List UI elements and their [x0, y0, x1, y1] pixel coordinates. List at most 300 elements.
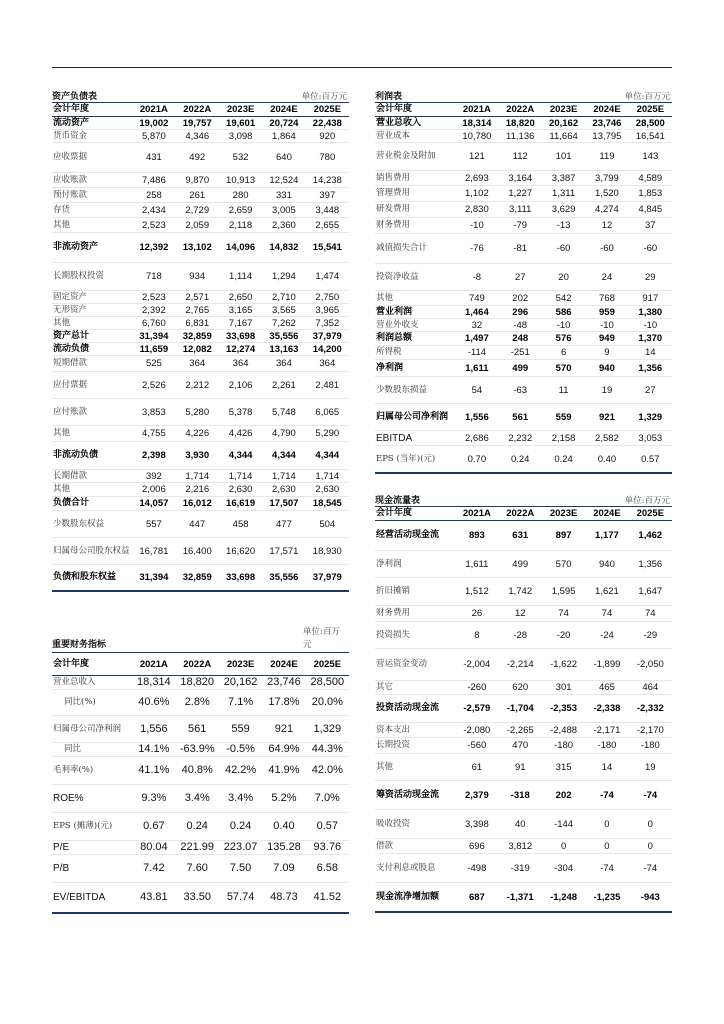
table-row — [52, 841, 349, 855]
table-row — [52, 426, 349, 442]
row-value: 24 — [585, 264, 628, 291]
table-row — [375, 723, 672, 738]
row-value: 2,582 — [585, 431, 628, 446]
row-value: 504 — [306, 511, 349, 538]
row-value: 940 — [585, 551, 628, 578]
row-value: -10 — [629, 319, 672, 332]
row-value: 0.57 — [629, 446, 672, 474]
column-header-year: 2022A — [499, 507, 542, 521]
row-value: 315 — [542, 754, 585, 781]
row-value: 4,344 — [219, 442, 262, 470]
row-value: 1,595 — [542, 578, 585, 606]
row-value: 331 — [262, 188, 305, 203]
row-value: 940 — [585, 360, 628, 377]
row-value: 57.74 — [219, 883, 262, 914]
row-value: 620 — [499, 681, 542, 695]
row-value: 4,755 — [132, 426, 175, 442]
table-row — [375, 117, 672, 130]
row-value: 525 — [132, 356, 175, 372]
row-value: 2,481 — [306, 372, 349, 399]
row-label: 营业总收入 — [52, 676, 132, 690]
table-row — [52, 716, 349, 743]
row-value: -1,248 — [542, 883, 585, 913]
row-value: 296 — [499, 306, 542, 319]
column-header-label: 会计年度 — [375, 507, 455, 521]
row-value: -74 — [585, 781, 628, 810]
table-row — [375, 186, 672, 202]
row-label: 净利润 — [375, 551, 455, 578]
row-value: 32,859 — [176, 565, 219, 592]
column-header-year: 2022A — [499, 103, 542, 117]
cashflow-unit: 单位:百万元 — [624, 496, 670, 506]
row-label: 所得税 — [375, 346, 455, 360]
table-row — [375, 143, 672, 171]
row-value: 1,556 — [132, 716, 175, 743]
row-value: 7,486 — [132, 173, 175, 188]
row-value: 35,556 — [262, 330, 305, 343]
table-row — [375, 202, 672, 218]
table-row — [52, 117, 349, 130]
row-value: 9,870 — [176, 173, 219, 188]
row-value: -2,488 — [542, 723, 585, 738]
row-value: -10 — [585, 319, 628, 332]
column-header-year: 2022A — [176, 653, 219, 676]
row-value: 0.24 — [176, 813, 219, 841]
row-value: 80.04 — [132, 841, 175, 855]
income-statement-title-row — [375, 90, 672, 103]
row-value: 3,448 — [306, 203, 349, 218]
balance-sheet-title: 资产负债表 — [52, 92, 98, 102]
cashflow-title: 现金流量表 — [375, 496, 421, 506]
column-header-year: 2025E — [629, 103, 672, 117]
row-value: 1,714 — [306, 470, 349, 483]
key-ratios-title-row — [52, 624, 349, 653]
row-value: 5,290 — [306, 426, 349, 442]
income-statement-unit: 单位:百万元 — [624, 92, 670, 102]
row-value: -1,899 — [585, 649, 628, 681]
key-ratios-table — [52, 653, 349, 914]
row-value: 1,611 — [455, 360, 498, 377]
balance-sheet — [52, 90, 349, 592]
row-value: 921 — [262, 716, 305, 743]
row-value: 2,830 — [455, 202, 498, 218]
row-value: 0.40 — [262, 813, 305, 841]
row-value: -8 — [455, 264, 498, 291]
row-value: 248 — [499, 332, 542, 346]
row-value: 16,400 — [176, 538, 219, 565]
balance-sheet-title-row — [52, 90, 349, 103]
row-value: 6 — [542, 346, 585, 360]
row-value: 54 — [455, 377, 498, 404]
row-value: -24 — [585, 622, 628, 649]
row-value: 1,474 — [306, 263, 349, 291]
table-row — [375, 606, 672, 622]
row-value: 112 — [499, 143, 542, 171]
row-value: 20,162 — [542, 117, 585, 130]
row-value: 44.3% — [306, 743, 349, 757]
table-row — [52, 203, 349, 218]
row-value: 447 — [176, 511, 219, 538]
row-value: 18,314 — [455, 117, 498, 130]
row-value: 1,114 — [219, 263, 262, 291]
table-row — [52, 743, 349, 757]
table-row — [52, 188, 349, 203]
row-label: 资本支出 — [375, 723, 455, 738]
row-value: 1,864 — [262, 130, 305, 143]
row-value: -1,704 — [499, 695, 542, 723]
row-label: 财务费用 — [375, 218, 455, 234]
row-value: 14 — [629, 346, 672, 360]
row-label: EPS (摊薄)(元) — [52, 813, 132, 841]
table-row — [52, 291, 349, 304]
row-value: 4,344 — [262, 442, 305, 470]
row-value: 0.24 — [499, 446, 542, 474]
row-value: 31,394 — [132, 565, 175, 592]
row-value: 2,523 — [132, 291, 175, 304]
row-value: 61 — [455, 754, 498, 781]
row-value: 458 — [219, 511, 262, 538]
row-value: 5,378 — [219, 399, 262, 426]
row-value: 13,102 — [176, 233, 219, 263]
table-row — [52, 813, 349, 841]
row-value: 2,630 — [306, 483, 349, 497]
table-row — [52, 317, 349, 330]
row-value: 4,274 — [585, 202, 628, 218]
row-value: 202 — [499, 291, 542, 306]
row-label: 非流动资产 — [52, 233, 132, 263]
row-value: 74 — [542, 606, 585, 622]
row-value: 557 — [132, 511, 175, 538]
row-value: 10,913 — [219, 173, 262, 188]
row-value: 10,780 — [455, 130, 498, 143]
row-value: 18,314 — [132, 676, 175, 690]
row-value: 0.57 — [306, 813, 349, 841]
row-value: 29 — [629, 264, 672, 291]
row-label: 同比(%) — [52, 690, 132, 716]
row-value: 1,311 — [542, 186, 585, 202]
table-row — [52, 676, 349, 690]
row-value: 696 — [455, 839, 498, 854]
row-value: 37 — [629, 218, 672, 234]
row-label: 长期借款 — [52, 470, 132, 483]
row-value: 74 — [629, 606, 672, 622]
row-label: 吸收投资 — [375, 810, 455, 839]
table-row — [52, 173, 349, 188]
row-label: 存货 — [52, 203, 132, 218]
row-value: 3,165 — [219, 304, 262, 317]
column-header-year: 2024E — [262, 103, 305, 117]
row-value: 5,870 — [132, 130, 175, 143]
row-value: 464 — [629, 681, 672, 695]
column-header-year: 2021A — [132, 653, 175, 676]
row-value: 258 — [132, 188, 175, 203]
row-value: 13,795 — [585, 130, 628, 143]
row-label: 投资活动现金流 — [375, 695, 455, 723]
row-value: 7.42 — [132, 855, 175, 883]
row-value: 559 — [542, 404, 585, 431]
table-row — [375, 446, 672, 474]
table-row — [375, 264, 672, 291]
row-value: 7.1% — [219, 690, 262, 716]
column-header-year: 2024E — [262, 653, 305, 676]
row-value: -20 — [542, 622, 585, 649]
row-value: 3,111 — [499, 202, 542, 218]
row-value: 1,462 — [629, 521, 672, 551]
table-row — [375, 695, 672, 723]
row-value: 23,746 — [262, 676, 305, 690]
row-value: 364 — [219, 356, 262, 372]
row-value: 492 — [176, 143, 219, 173]
row-value: 2,526 — [132, 372, 175, 399]
row-label: 其他 — [52, 317, 132, 330]
row-value: 19 — [629, 754, 672, 781]
row-value: 2,523 — [132, 218, 175, 233]
row-value: -48 — [499, 319, 542, 332]
row-label: 货币资金 — [52, 130, 132, 143]
row-value: 3,053 — [629, 431, 672, 446]
row-value: -76 — [455, 234, 498, 264]
row-value: 2,729 — [176, 203, 219, 218]
row-value: 1,497 — [455, 332, 498, 346]
table-row — [375, 306, 672, 319]
row-value: 7.09 — [262, 855, 305, 883]
row-value: -319 — [499, 854, 542, 883]
row-label: 流动资产 — [52, 117, 132, 130]
row-value: 499 — [499, 360, 542, 377]
row-value: -498 — [455, 854, 498, 883]
row-value: 12 — [499, 606, 542, 622]
row-value: 576 — [542, 332, 585, 346]
row-label: 负债合计 — [52, 497, 132, 511]
row-label: 归属母公司股东权益 — [52, 538, 132, 565]
row-value: 1,714 — [176, 470, 219, 483]
row-value: 35,556 — [262, 565, 305, 592]
row-value: 9 — [585, 346, 628, 360]
table-row — [52, 855, 349, 883]
row-value: 1,102 — [455, 186, 498, 202]
row-value: 3,565 — [262, 304, 305, 317]
row-value: 1,294 — [262, 263, 305, 291]
row-value: 43.81 — [132, 883, 175, 914]
row-label: 无形资产 — [52, 304, 132, 317]
row-value: 19,601 — [219, 117, 262, 130]
row-value: -60 — [542, 234, 585, 264]
row-value: 364 — [176, 356, 219, 372]
row-value: 570 — [542, 551, 585, 578]
row-value: 1,177 — [585, 521, 628, 551]
row-value: 9.3% — [132, 785, 175, 813]
row-value: 718 — [132, 263, 175, 291]
row-value: 41.1% — [132, 757, 175, 785]
row-value: 40.8% — [176, 757, 219, 785]
row-value: 7.60 — [176, 855, 219, 883]
row-value: 465 — [585, 681, 628, 695]
table-row — [52, 343, 349, 356]
column-header-year: 2021A — [455, 507, 498, 521]
row-value: 2,216 — [176, 483, 219, 497]
column-header-label: 会计年度 — [52, 103, 132, 117]
row-label: ROE% — [52, 785, 132, 813]
row-label: 归属母公司净利润 — [375, 404, 455, 431]
row-label: 长期投资 — [375, 738, 455, 754]
income-header-row — [375, 103, 672, 117]
row-value: -251 — [499, 346, 542, 360]
row-value: 4,344 — [306, 442, 349, 470]
row-value: 4,226 — [176, 426, 219, 442]
row-value: 19,757 — [176, 117, 219, 130]
row-value: 7,352 — [306, 317, 349, 330]
table-row — [52, 143, 349, 173]
table-row — [375, 649, 672, 681]
row-label: 应付账款 — [52, 399, 132, 426]
row-value: 477 — [262, 511, 305, 538]
row-value: 431 — [132, 143, 175, 173]
row-value: 470 — [499, 738, 542, 754]
table-row — [52, 356, 349, 372]
row-value: 3,387 — [542, 171, 585, 186]
table-row — [52, 757, 349, 785]
table-row — [375, 810, 672, 839]
row-value: 12,274 — [219, 343, 262, 356]
table-row — [375, 319, 672, 332]
row-label: 少数股东权益 — [52, 511, 132, 538]
table-row — [52, 497, 349, 511]
row-value: 1,742 — [499, 578, 542, 606]
table-row — [52, 511, 349, 538]
row-label: 管理费用 — [375, 186, 455, 202]
row-value: -1,235 — [585, 883, 628, 913]
row-value: 0.67 — [132, 813, 175, 841]
table-row — [375, 622, 672, 649]
row-value: 31,394 — [132, 330, 175, 343]
row-value: 3,965 — [306, 304, 349, 317]
row-value: 17,571 — [262, 538, 305, 565]
table-row — [375, 431, 672, 446]
row-label: 筹资活动现金流 — [375, 781, 455, 810]
row-value: 41.9% — [262, 757, 305, 785]
row-value: 959 — [585, 306, 628, 319]
row-value: 559 — [219, 716, 262, 743]
table-row — [375, 234, 672, 264]
row-value: 14,238 — [306, 173, 349, 188]
table-row — [52, 538, 349, 565]
row-value: 921 — [585, 404, 628, 431]
table-row — [375, 130, 672, 143]
row-value: 631 — [499, 521, 542, 551]
row-value: 2,360 — [262, 218, 305, 233]
table-row — [52, 130, 349, 143]
row-label: 资产总计 — [52, 330, 132, 343]
row-value: 0.24 — [219, 813, 262, 841]
row-value: 27 — [629, 377, 672, 404]
row-value: 40.6% — [132, 690, 175, 716]
row-value: 12 — [585, 218, 628, 234]
row-value: 499 — [499, 551, 542, 578]
row-value: 20,162 — [219, 676, 262, 690]
row-label: 长期股权投资 — [52, 263, 132, 291]
row-label: EV/EBITDA — [52, 883, 132, 914]
row-value: 18,820 — [499, 117, 542, 130]
row-value: 1,714 — [219, 470, 262, 483]
row-value: 32,859 — [176, 330, 219, 343]
row-value: 1,227 — [499, 186, 542, 202]
row-value: 2,379 — [455, 781, 498, 810]
row-value: -0.5% — [219, 743, 262, 757]
row-label: P/B — [52, 855, 132, 883]
row-value: 897 — [542, 521, 585, 551]
row-value: 1,329 — [306, 716, 349, 743]
row-value: 11,659 — [132, 343, 175, 356]
table-row — [375, 332, 672, 346]
row-value: -943 — [629, 883, 672, 913]
table-row — [375, 218, 672, 234]
row-value: 18,820 — [176, 676, 219, 690]
row-label: 投资损失 — [375, 622, 455, 649]
row-value: 28,500 — [629, 117, 672, 130]
row-value: 18,930 — [306, 538, 349, 565]
row-value: 586 — [542, 306, 585, 319]
row-value: 37,979 — [306, 565, 349, 592]
row-value: 949 — [585, 332, 628, 346]
row-label: 同比 — [52, 743, 132, 757]
row-value: -63 — [499, 377, 542, 404]
row-value: -260 — [455, 681, 498, 695]
page-top-rule — [52, 67, 672, 68]
row-label: 短期借款 — [52, 356, 132, 372]
row-label: 其他 — [375, 754, 455, 781]
row-value: 221.99 — [176, 841, 219, 855]
row-value: 0 — [542, 839, 585, 854]
row-value: 17.8% — [262, 690, 305, 716]
cashflow-header-row — [375, 507, 672, 521]
row-value: 1,370 — [629, 332, 672, 346]
row-value: 27 — [499, 264, 542, 291]
row-value: 12,392 — [132, 233, 175, 263]
row-value: -1,371 — [499, 883, 542, 913]
row-value: 6,831 — [176, 317, 219, 330]
row-value: 1,714 — [262, 470, 305, 483]
row-value: 16,012 — [176, 497, 219, 511]
row-value: 1,621 — [585, 578, 628, 606]
row-value: 2,693 — [455, 171, 498, 186]
row-value: -2,338 — [585, 695, 628, 723]
row-value: 2,392 — [132, 304, 175, 317]
row-value: 8 — [455, 622, 498, 649]
row-value: -2,004 — [455, 649, 498, 681]
row-label: 归属母公司净利润 — [52, 716, 132, 743]
column-header-year: 2023E — [219, 103, 262, 117]
row-value: -2,080 — [455, 723, 498, 738]
row-value: 4,346 — [176, 130, 219, 143]
row-label: 营运资金变动 — [375, 649, 455, 681]
row-value: 2,650 — [219, 291, 262, 304]
row-label: 固定资产 — [52, 291, 132, 304]
row-value: 20 — [542, 264, 585, 291]
table-row — [375, 404, 672, 431]
table-row — [52, 565, 349, 592]
row-label: 营业利润 — [375, 306, 455, 319]
row-value: 3,853 — [132, 399, 175, 426]
row-value: 3,930 — [176, 442, 219, 470]
row-value: 364 — [262, 356, 305, 372]
row-value: 2,212 — [176, 372, 219, 399]
row-value: 42.0% — [306, 757, 349, 785]
row-value: 0 — [629, 810, 672, 839]
column-header-year: 2023E — [219, 653, 262, 676]
table-row — [375, 754, 672, 781]
table-row — [375, 521, 672, 551]
row-label: 利润总额 — [375, 332, 455, 346]
